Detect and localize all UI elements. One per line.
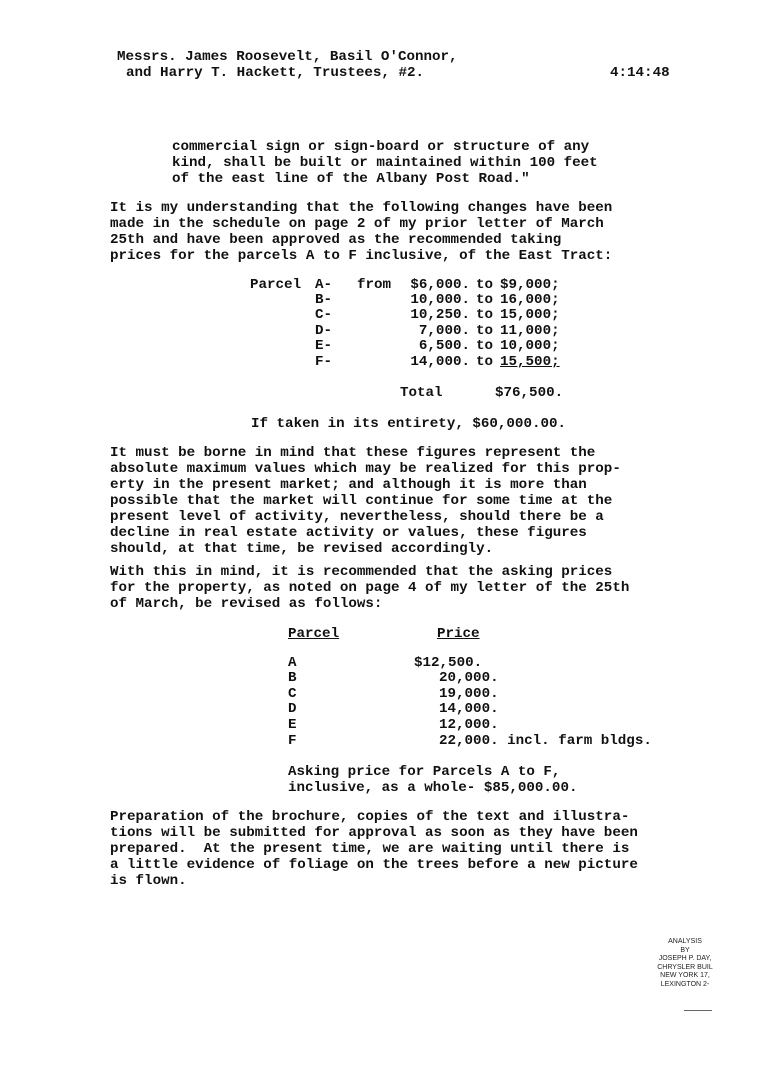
paragraph-line: With this in mind, it is recommended that the asking prices <box>110 564 613 580</box>
table-parcel: D- <box>315 323 333 339</box>
table-to-value: 16,000; <box>500 292 560 308</box>
table-to-word: to <box>476 292 494 308</box>
address-line-2: and Harry T. Hackett, Trustees, #2. <box>126 65 424 81</box>
stamp-line: JOSEPH P. DAY, <box>658 955 712 962</box>
table-parcel: C- <box>315 307 333 323</box>
paragraph-line: absolute maximum values which may be realized for this prop- <box>110 461 621 477</box>
letterhead-stamp <box>630 938 740 989</box>
table-to-word: to <box>476 338 494 354</box>
page-date: 4:14:48 <box>610 65 670 81</box>
asking-whole-line: inclusive, as a whole- $85,000.00. <box>288 780 578 796</box>
table-from-value: 7,000. <box>418 323 470 339</box>
stamp-line: BY <box>680 946 690 954</box>
paragraph-line: present level of activity, nevertheless, should there be a <box>110 509 604 525</box>
stamp-divider <box>684 1010 712 1011</box>
asking-parcel: C <box>288 686 297 702</box>
asking-price: 20,000. <box>439 670 499 686</box>
asking-price: $12,500. <box>414 655 483 671</box>
paragraph-line: prepared. At the present time, we are waiting until there is <box>110 841 630 857</box>
table-parcel: E- <box>315 338 333 354</box>
paragraph-line: It must be borne in mind that these figures represent the <box>110 445 596 461</box>
table-from-value: 10,250. <box>410 307 470 323</box>
paragraph-line: of March, be revised as follows: <box>110 596 383 612</box>
table-parcel: F- <box>315 354 333 370</box>
asking-whole-line: Asking price for Parcels A to F, <box>288 764 561 780</box>
asking-price: 19,000. <box>439 686 499 702</box>
total-label: Total <box>400 385 443 401</box>
table-label-parcel: Parcel <box>250 277 302 293</box>
table-to-value: 15,500; <box>500 354 560 370</box>
table-parcel: A- <box>315 277 333 293</box>
quote-line: commercial sign or sign-board or structure of any <box>172 139 590 155</box>
paragraph-line: decline in real estate activity or values, these figures <box>110 525 587 541</box>
paragraph-line: made in the schedule on page 2 of my prior letter of March <box>110 216 604 232</box>
stamp-line: LEXINGTON 2- <box>660 980 710 988</box>
paragraph-line: Preparation of the brochure, copies of the text and illustra- <box>110 809 630 825</box>
table-from-word: from <box>357 277 392 293</box>
table-from-value: 6,500. <box>418 338 470 354</box>
paragraph-line: It is my understanding that the following changes have been <box>110 200 613 216</box>
table-from-value: $6,000. <box>410 277 470 293</box>
paragraph-line: possible that the market will continue for some time at the <box>110 493 613 509</box>
paragraph-line: prices for the parcels A to F inclusive, of the East Tract: <box>110 248 613 264</box>
table-to-value: 10,000; <box>500 338 560 354</box>
asking-parcel: A <box>288 655 297 671</box>
quote-line: of the east line of the Albany Post Road." <box>172 171 530 187</box>
table-to-value: 15,000; <box>500 307 560 323</box>
column-header-price: Price <box>437 626 480 642</box>
stamp-line: ANALYSIS <box>668 938 702 945</box>
column-header-parcel: Parcel <box>288 626 340 642</box>
asking-parcel: B <box>288 670 297 686</box>
table-parcel: B- <box>315 292 333 308</box>
table-to-value: $9,000; <box>500 277 560 293</box>
asking-parcel: F <box>288 733 297 749</box>
stamp-line: CHRYSLER BUIL <box>657 963 713 971</box>
entirety-line: If taken in its entirety, $60,000.00. <box>251 416 567 432</box>
address-line-1: Messrs. James Roosevelt, Basil O'Connor, <box>117 49 458 65</box>
quote-line: kind, shall be built or maintained within 100 feet <box>172 155 598 171</box>
stamp-line: NEW YORK 17, <box>660 972 710 979</box>
asking-parcel: E <box>288 717 297 733</box>
table-to-word: to <box>476 323 494 339</box>
asking-price: 12,000. <box>439 717 499 733</box>
table-from-value: 10,000. <box>410 292 470 308</box>
paragraph-line: for the property, as noted on page 4 of my letter of the 25th <box>110 580 630 596</box>
paragraph-line: a little evidence of foliage on the trees before a new picture <box>110 857 638 873</box>
table-to-value: 11,000; <box>500 323 560 339</box>
paragraph-line: should, at that time, be revised accordingly. <box>110 541 494 557</box>
table-to-word: to <box>476 277 494 293</box>
asking-parcel: D <box>288 701 297 717</box>
paragraph-line: erty in the present market; and although it is more than <box>110 477 587 493</box>
paragraph-line: is flown. <box>110 873 187 889</box>
asking-price: 14,000. <box>439 701 499 717</box>
table-from-value: 14,000. <box>410 354 470 370</box>
paragraph-line: 25th and have been approved as the recommended taking <box>110 232 562 248</box>
asking-price: 22,000. incl. farm bldgs. <box>439 733 652 749</box>
total-value: $76,500. <box>495 385 564 401</box>
table-to-word: to <box>476 354 494 370</box>
paragraph-line: tions will be submitted for approval as soon as they have been <box>110 825 638 841</box>
table-to-word: to <box>476 307 494 323</box>
